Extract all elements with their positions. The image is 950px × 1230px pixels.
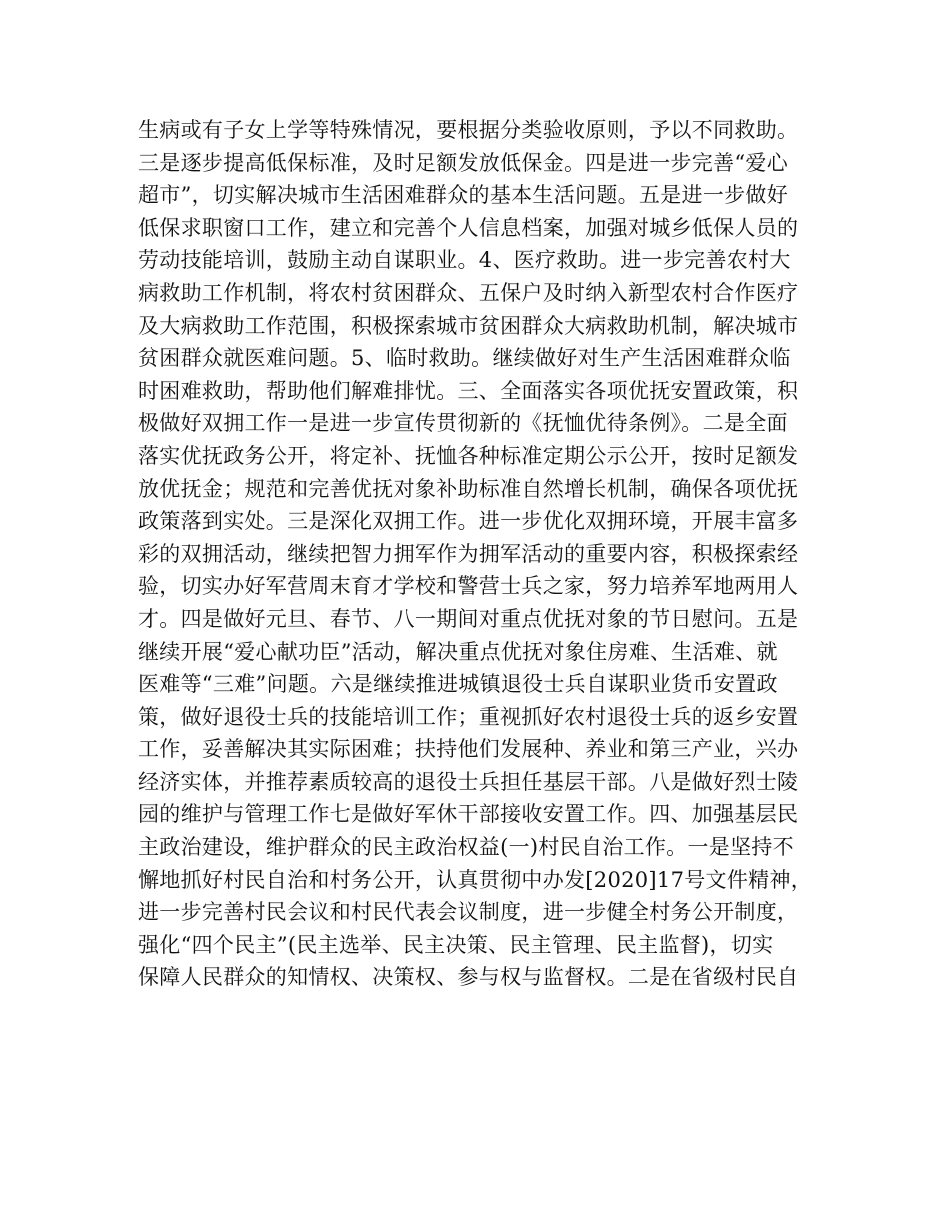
text-line: 政策落到实处。三是深化双拥工作。进一步优化双拥环境，开展丰富多 [138, 509, 799, 534]
text-line: 病救助工作机制，将农村贫困群众、五保户及时纳入新型农村合作医疗 [138, 280, 799, 305]
text-line: 三是逐步提高低保标准，及时足额发放低保金。四是进一步完善“爱心 [138, 150, 789, 175]
text-line: 主政治建设，维护群众的民主政治权益(一)村民自治工作。一是坚持不 [138, 835, 794, 860]
text-line: 劳动技能培训，鼓励主动自谋职业。4、医疗救助。进一步完善农村大 [138, 248, 791, 273]
text-line: 及大病救助工作范围，积极探索城市贫困群众大病救助机制，解决城市 [138, 313, 799, 338]
text-line: 极做好双拥工作一是进一步宣传贯彻新的《抚恤优待条例》。二是全面 [138, 411, 788, 436]
text-line: 继续开展“爱心献功臣”活动，解决重点优抚对象住房难、生活难、就 [138, 639, 778, 664]
text-line: 才。四是做好元旦、春节、八一期间对重点优抚对象的节日慰问。五是 [138, 606, 799, 631]
text-line: 放优抚金；规范和完善优抚对象补助标准自然增长机制，确保各项优抚 [138, 476, 799, 501]
text-line: 验，切实办好军营周末育才学校和警营士兵之家，努力培养军地两用人 [138, 574, 799, 599]
text-line: 生病或有子女上学等特殊情况，要根据分类验收原则，予以不同救助。 [138, 118, 799, 142]
text-line: 策，做好退役士兵的技能培训工作；重视抓好农村退役士兵的返乡安置 [138, 704, 799, 729]
text-line: 强化“四个民主”(民主选举、民主决策、民主管理、民主监督)，切实 [138, 932, 774, 957]
text-line: 工作，妥善解决其实际困难；扶持他们发展种、养业和第三产业，兴办 [138, 737, 799, 762]
text-line: 低保求职窗口工作，建立和完善个人信息档案，加强对城乡低保人员的 [138, 215, 799, 240]
text-line: 落实优抚政务公开，将定补、抚恤各种标准定期公示公开，按时足额发 [138, 443, 799, 468]
text-line: 贫困群众就医难问题。5、临时救助。继续做好对生产生活困难群众临 [138, 346, 791, 371]
text-line: 懈地抓好村民自治和村务公开，认真贯彻中办发[2020]17号文件精神， [138, 867, 813, 892]
text-line: 保障人民群众的知情权、决策权、参与权与监督权。二是在省级村民自 [138, 965, 799, 990]
text-line: 时困难救助，帮助他们解难排忧。三、全面落实各项优抚安置政策，积 [138, 378, 799, 403]
text-line: 超市”，切实解决城市生活困难群众的基本生活问题。五是进一步做好 [138, 183, 789, 208]
text-line: 经济实体，并推荐素质较高的退役士兵担任基层干部。八是做好烈士陵 [138, 769, 799, 794]
text-line: 医难等“三难”问题。六是继续推进城镇退役士兵自谋职业货币安置政 [138, 672, 778, 697]
text-line: 园的维护与管理工作七是做好军休干部接收安置工作。四、加强基层民 [138, 802, 799, 827]
body-text [138, 114, 828, 994]
text-line: 彩的双拥活动，继续把智力拥军作为拥军活动的重要内容，积极探索经 [138, 541, 799, 566]
text-line: 进一步完善村民会议和村民代表会议制度，进一步健全村务公开制度， [138, 900, 799, 925]
